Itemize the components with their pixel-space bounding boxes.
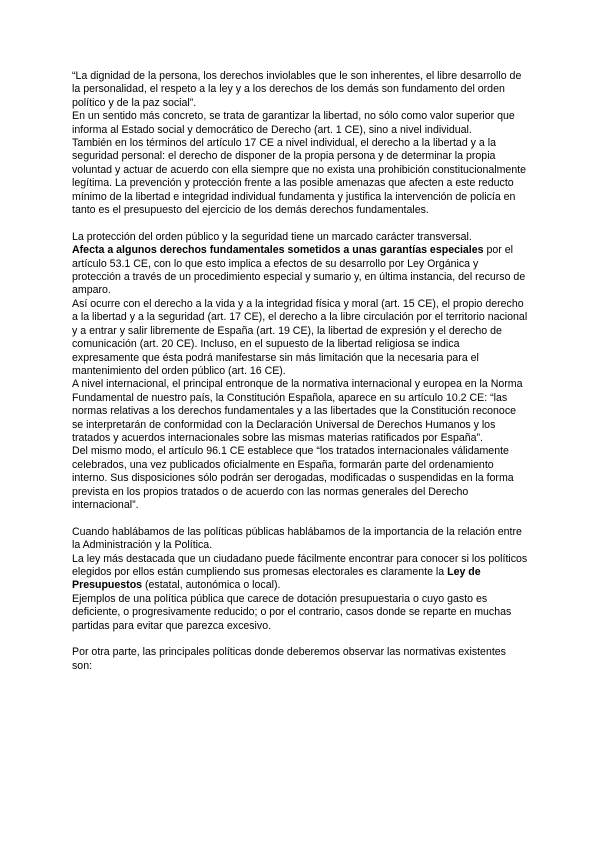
paragraph-liberty-concrete: En un sentido más concreto, se trata de garantizar la libertad, no sólo como valor superior que informa al Estado social y democrático de Derecho (art. 1 CE), sino a nivel individual.: [72, 110, 515, 136]
text-article-53: por el artículo 53.1 CE, con lo que esto implica a efectos de su desarrollo por Ley Orgánica y protección a través de un procedimiento especial y sumario y, en última instancia, del recurso de amparo.: [72, 244, 526, 297]
paragraph-international-level: A nivel internacional, el principal entronque de la normativa internacional y europea en la Norma Fundamental de nuestro país, la Constitución Española, aparece en su artículo 10.2 CE: “las normas relativas a los derechos fundamentales y a las libertades que la Constitución reconoce se interpretarán de conformidad con la Declaración Universal de Derechos Humanos y los tratados y acuerdos internacionales sobre las mismas materias ratificados por España”.: [72, 378, 523, 444]
text-budget-intro: La ley más destacada que un ciudadano puede fácilmente encontrar para conocer si los políticos elegidos por ellos están cumpliendo sus promesas electorales es claramente la: [72, 552, 528, 578]
document-page: [72, 70, 528, 673]
paragraph-fundamental-rights-list: Así ocurre con el derecho a la vida y a la integridad física y moral (art. 15 CE), el propio derecho a la libertad y a la seguridad (art. 17 CE), el derecho a la libre circulación por el territorio nacional y a entrar y salir libremente de España (art. 19 CE), la libertad de expresión y el derecho de comunicación (art. 20 CE). Incluso, en el supuesto de la libertad religiosa se indica expresamente que ésta podrá manifestarse sin más limitación que la necesaria para el mantenimiento del orden público (art. 16 CE).: [72, 297, 528, 377]
paragraph-quote-dignity: “La dignidad de la persona, los derechos inviolables que le son inherentes, el libre desarrollo de la personalidad, el respeto a la ley y a los derechos de los demás son fundamento del orden político y de la paz social”.: [72, 70, 522, 109]
paragraph-gap: [72, 633, 528, 646]
paragraph-policy-examples: Ejemplos de una política pública que carece de dotación presupuestaria o cuyo gasto es deficiente, o progresivamente reducido; o por el contrario, casos donde se reparte en muchas partidas para evitar que parezca excesivo.: [72, 592, 512, 632]
paragraph-public-order: La protección del orden público y la seguridad tiene un marcado carácter transversal.: [72, 230, 472, 243]
text-budget-scope: (estatal, autonómica o local).: [142, 579, 281, 592]
paragraph-special-guarantees: [72, 244, 528, 298]
paragraph-gap: [72, 217, 528, 230]
paragraph-article-17: También en los términos del artículo 17 CE a nivel individual, el derecho a la libertad y a la seguridad personal: el derecho de disponer de la propia persona y de determinar la propia voluntad y actuar de acuerdo con ella siempre que no exista una prohibición constitucionalmente legítima. La prevención y protección frente a las posible amenazas que afecten a este reducto mínimo de la libertad e integridad individual fundamenta y justifica la intervención de policía en tanto es el presupuesto del ejercicio de los demás derechos fundamentales.: [72, 137, 527, 217]
bold-budget-law: Ley de Presupuestos: [72, 566, 481, 592]
paragraph-public-policies: Cuando hablábamos de las políticas públicas hablábamos de la importancia de la relación entre la Administración y la Política.: [72, 525, 522, 552]
paragraph-budget-law: [72, 553, 528, 593]
paragraph-gap: [72, 512, 528, 525]
paragraph-main-policies: Por otra parte, las principales políticas donde deberemos observar las normativas existentes son:: [72, 646, 506, 672]
bold-special-guarantees: Afecta a algunos derechos fundamentales sometidos a unas garantías especiales: [72, 244, 484, 257]
paragraph-article-96: Del mismo modo, el artículo 96.1 CE establece que “los tratados internacionales válidamente celebrados, una vez publicados oficialmente en España, formarán parte del ordenamiento interno. Sus disposiciones sólo podrán ser derogadas, modificadas o suspendidas en la forma prevista en los propios tratados o de acuerdo con las normas generales del Derecho internacional”.: [72, 445, 514, 511]
